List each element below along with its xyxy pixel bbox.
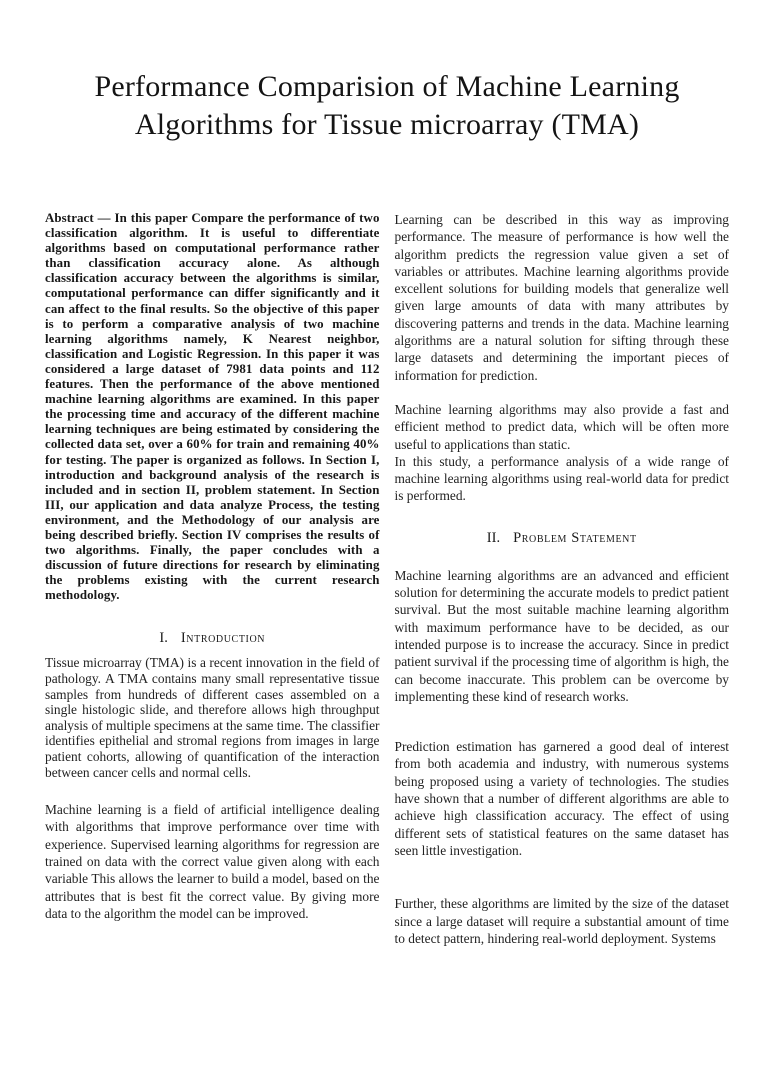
problem-statement-paragraph-1: Machine learning algorithms are an advanced and efficient solution for determining the accurate models to predict patient survival. But the most suitable machine learning algorithm with maximum performance have to be decided, as our intended purpose is to increase the accuracy. Since in predict patient survival if the processing time of algorithm is high, the can become inaccurate. This problem can be overcome by implementing these kind of research works. <box>394 567 729 704</box>
section-title: Introduction <box>180 630 266 647</box>
section-number: II. <box>486 529 501 546</box>
paper-title-line-1: Performance Comparision of Machine Learning <box>94 70 680 103</box>
section-heading-problem-statement <box>395 530 730 547</box>
section-heading-introduction <box>45 630 380 647</box>
introduction-paragraph-2: Machine learning is a field of artificial intelligence dealing with algorithms that improve performance over time with experience. Supervised learning algorithms for regression are trained on data with the correct value given along with each variable This allows the learner to build a model, based on the attributes that is best fit the correct value. By giving more data to the algorithm the model can be improved. <box>45 802 380 921</box>
right-column <box>395 211 730 947</box>
paper-title-line-2: Algorithms for Tissue microarray (TMA) <box>134 108 640 141</box>
left-column <box>45 211 380 947</box>
introduction-paragraph-3: Learning can be described in this way as improving performance. The measure of performance is how well the algorithm predicts the regression value given a set of variables or attributes. Machine learning algorithms provide excellent solutions for building models that generalize well given large amounts of data with many attributes by discovering patterns and trends in the data. Machine learning algorithms are a natural solution for sifting through these large datasets and determining the important pieces of information for prediction. <box>394 212 729 383</box>
problem-statement-paragraph-2: Prediction estimation has garnered a good deal of interest from both academia and industry, with numerous systems being proposed using a variety of technologies. The studies have shown that a number of different algorithms are able to achieve high classification accuracy. The effect of using different sets of statistical features on the same dataset has seen little investigation. <box>394 739 729 858</box>
abstract-paragraph: Abstract — In this paper Compare the performance of two classification algorithm. It is useful to differentiate algorithms based on computational performance rather than classification accuracy alone. As although classification accuracy between the algorithms is similar, computational performance can differ significantly and it can affect to the final results. So the objective of this paper is to perform a comparative analysis of two machine learning algorithms namely, K Nearest neighbor, classification and Logistic Regression. In this paper it was considered a large dataset of 7981 data points and 112 features. Then the performance of the above mentioned machine learning algorithms are examined. In this paper the processing time and accuracy of the different machine learning techniques are being estimated by considering the collected data set, over a 60% for train and remaining 40% for testing. The paper is organized as follows. In Section I, introduction and background analysis of the research is included and in section II, problem statement. In Section III, our application and data analyze Process, the testing environment, and the Methodology of our analysis are being described briefly. Section IV comprises the results of two algorithms. Finally, the paper concludes with a discussion of future directions for research by eliminating the problems existing with the current research methodology. <box>45 211 380 603</box>
introduction-paragraph-5: In this study, a performance analysis of a wide range of machine learning algorithms using real-world data for predict is performed. <box>394 453 729 504</box>
problem-statement-paragraph-3: Further, these algorithms are limited by the size of the dataset since a large dataset will require a substantial amount of time to detect pattern, hindering real-world deployment. Systems <box>394 896 729 946</box>
two-column-body <box>45 211 729 947</box>
section-title: Problem Statement <box>513 529 637 546</box>
introduction-paragraph-1: Tissue microarray (TMA) is a recent innovation in the field of pathology. A TMA contains many small representative tissue samples from hundreds of different cases assembled on a single histologic slide, and therefore allows high throughput analysis of multiple specimens at the same time. The classifier identifies epithelial and stromal regions from images in large patient cohorts, allowing of quantification of the interaction between cancer cells and normal cells. <box>45 655 380 780</box>
paper-title <box>45 68 729 144</box>
introduction-paragraph-4: Machine learning algorithms may also provide a fast and efficient method to predict data, which will be often more useful to applications than static. <box>394 401 729 452</box>
section-number: I. <box>159 630 168 647</box>
